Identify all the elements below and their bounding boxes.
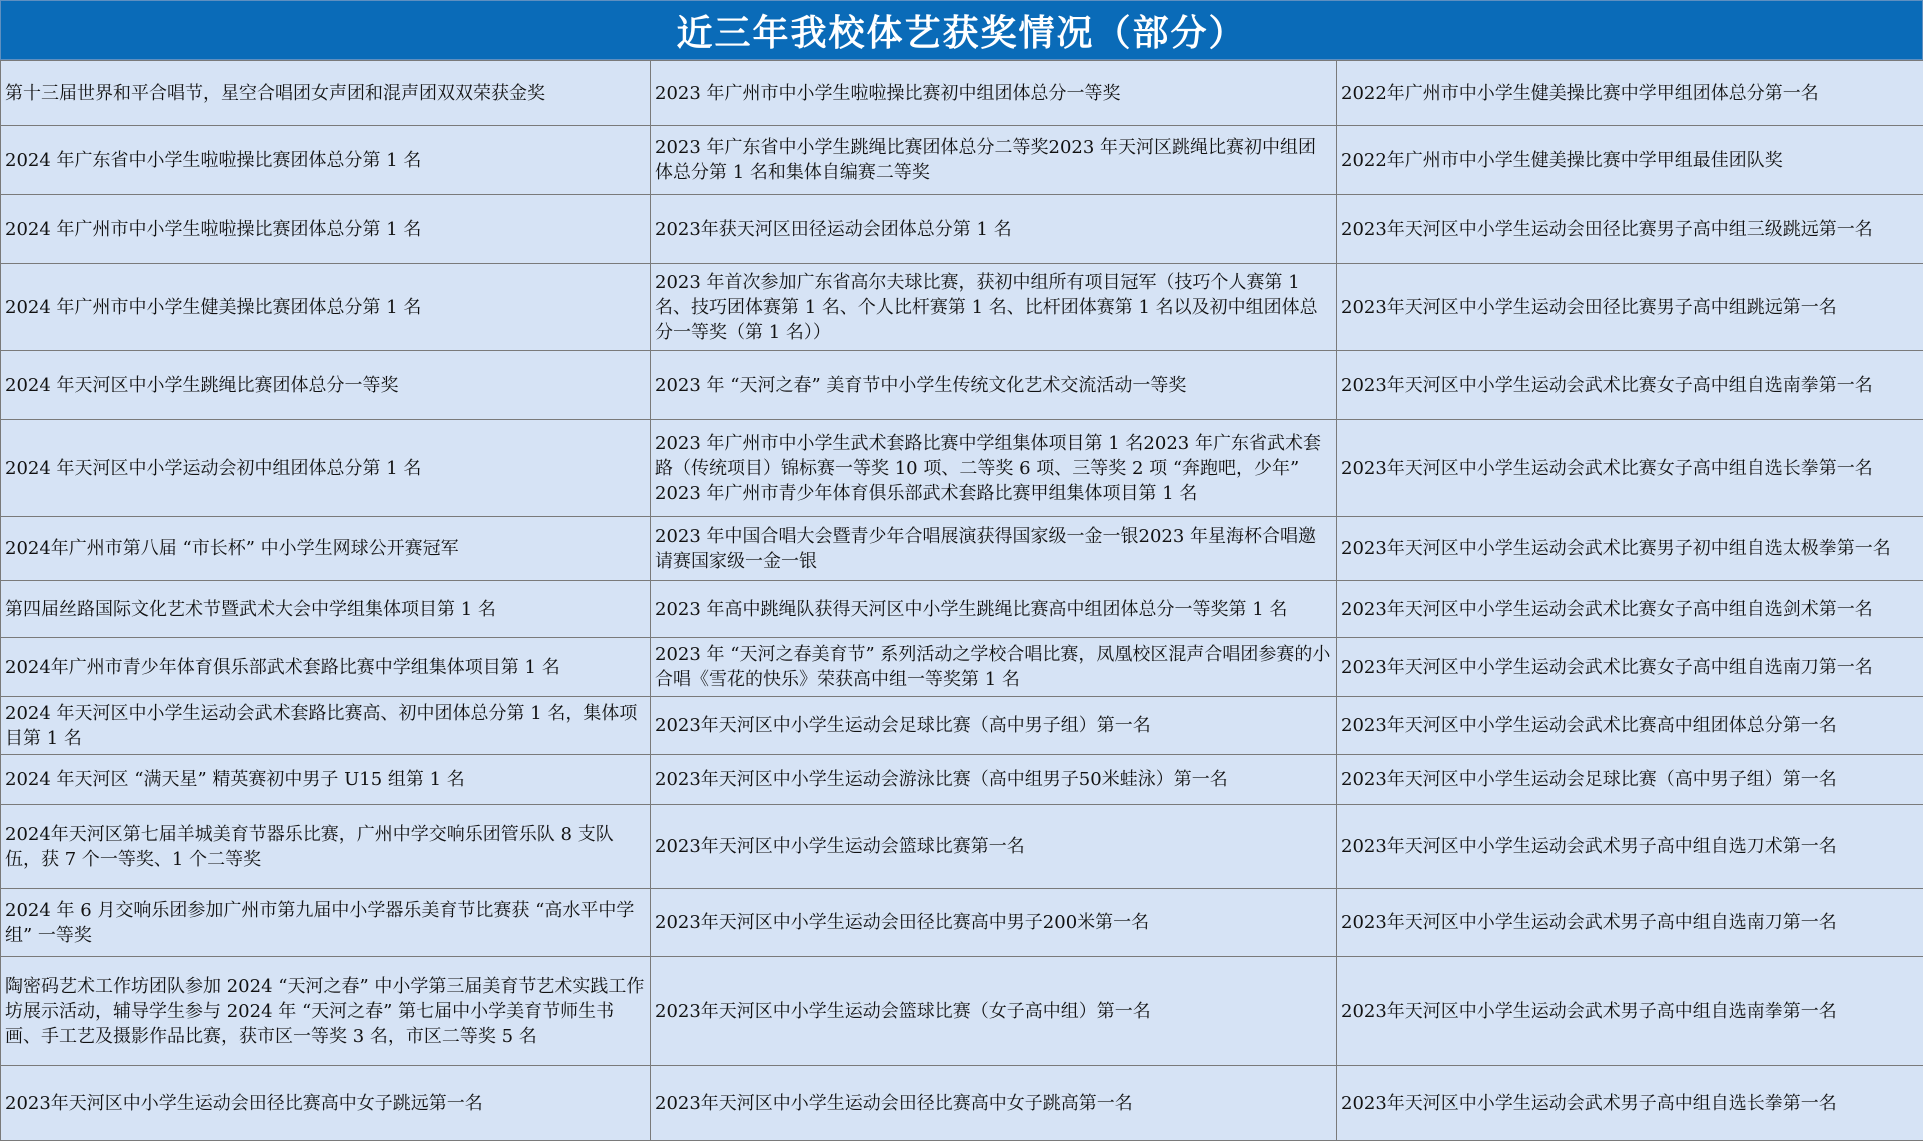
table-row: [1, 697, 1923, 755]
table-cell: 第十三届世界和平合唱节，星空合唱团女声团和混声团双双荣获金奖: [1, 61, 651, 126]
table-cell: 2022年广州市中小学生健美操比赛中学甲组团体总分第一名: [1337, 61, 1923, 126]
table-cell: 2024 年天河区中小学生运动会武术套路比赛高、初中团体总分第 1 名，集体项目第 1 名: [1, 697, 651, 755]
table-cell: 2024 年广东省中小学生啦啦操比赛团体总分第 1 名: [1, 126, 651, 195]
table-cell: 2023年天河区中小学生运动会田径比赛高中男子200米第一名: [651, 889, 1337, 957]
table-row: [1, 351, 1923, 420]
table-cell: 2023年天河区中小学生运动会武术男子高中组自选南刀第一名: [1337, 889, 1923, 957]
table-cell: 2024年广州市青少年体育俱乐部武术套路比赛中学组集体项目第 1 名: [1, 638, 651, 697]
table-cell: 2024年天河区第七届羊城美育节器乐比赛，广州中学交响乐团管乐队 8 支队伍，获 7 个一等奖、1 个二等奖: [1, 805, 651, 889]
table-cell: 2024年广州市第八届 “市长杯” 中小学生网球公开赛冠军: [1, 517, 651, 581]
table-cell: 2023年天河区中小学生运动会游泳比赛（高中组男子50米蛙泳）第一名: [651, 755, 1337, 805]
table-cell: 2023年天河区中小学生运动会足球比赛（高中男子组）第一名: [651, 697, 1337, 755]
table-cell: 2023年获天河区田径运动会团体总分第 1 名: [651, 195, 1337, 264]
table-cell: 2024 年天河区 “满天星” 精英赛初中男子 U15 组第 1 名: [1, 755, 651, 805]
table-cell: 2023 年首次参加广东省高尔夫球比赛，获初中组所有项目冠军（技巧个人赛第 1 名、技巧团体赛第 1 名、个人比杆赛第 1 名、比杆团体赛第 1 名以及初中组团体总分一等奖（第 1 名））: [651, 264, 1337, 351]
table-cell: 2023年天河区中小学生运动会篮球比赛第一名: [651, 805, 1337, 889]
table-cell: 2024 年广州市中小学生啦啦操比赛团体总分第 1 名: [1, 195, 651, 264]
table-cell: 第四届丝路国际文化艺术节暨武术大会中学组集体项目第 1 名: [1, 581, 651, 638]
table-row: [1, 517, 1923, 581]
table-cell: 2023 年广东省中小学生跳绳比赛团体总分二等奖2023 年天河区跳绳比赛初中组团体总分第 1 名和集体自编赛二等奖: [651, 126, 1337, 195]
awards-table: [0, 60, 1923, 1141]
table-cell: 2023 年广州市中小学生武术套路比赛中学组集体项目第 1 名2023 年广东省武术套路（传统项目）锦标赛一等奖 10 项、二等奖 6 项、三等奖 2 项 “奔跑吧，少年” 2023 年广州市青少年体育俱乐部武术套路比赛甲组集体项目第 1 名: [651, 420, 1337, 517]
table-cell: 2024 年广州市中小学生健美操比赛团体总分第 1 名: [1, 264, 651, 351]
table-cell: 2023 年 “天河之春” 美育节中小学生传统文化艺术交流活动一等奖: [651, 351, 1337, 420]
table-cell: 2023年天河区中小学生运动会武术比赛女子高中组自选南拳第一名: [1337, 351, 1923, 420]
table-cell: 陶密码艺术工作坊团队参加 2024 “天河之春” 中小学第三届美育节艺术实践工作坊展示活动，辅导学生参与 2024 年 “天河之春” 第七届中小学美育节师生书画、手工艺及摄影作品比赛，获市区一等奖 3 名，市区二等奖 5 名: [1, 957, 651, 1066]
table-cell: 2023年天河区中小学生运动会武术男子高中组自选刀术第一名: [1337, 805, 1923, 889]
table-cell: 2023 年中国合唱大会暨青少年合唱展演获得国家级一金一银2023 年星海杯合唱邀请赛国家级一金一银: [651, 517, 1337, 581]
table-cell: 2024 年 6 月交响乐团参加广州市第九届中小学器乐美育节比赛获 “高水平中学组” 一等奖: [1, 889, 651, 957]
table-cell: 2023年天河区中小学生运动会武术比赛男子初中组自选太极拳第一名: [1337, 517, 1923, 581]
table-cell: 2023 年广州市中小学生啦啦操比赛初中组团体总分一等奖: [651, 61, 1337, 126]
table-cell: 2024 年天河区中小学运动会初中组团体总分第 1 名: [1, 420, 651, 517]
table-cell: 2023 年 “天河之春美育节” 系列活动之学校合唱比赛，凤凰校区混声合唱团参赛的小合唱《雪花的快乐》荣获高中组一等奖第 1 名: [651, 638, 1337, 697]
table-cell: 2023年天河区中小学生运动会武术男子高中组自选南拳第一名: [1337, 957, 1923, 1066]
table-cell: 2023 年高中跳绳队获得天河区中小学生跳绳比赛高中组团体总分一等奖第 1 名: [651, 581, 1337, 638]
table-row: [1, 420, 1923, 517]
page-title: 近三年我校体艺获奖情况（部分）: [0, 0, 1923, 60]
table-cell: 2023年天河区中小学生运动会田径比赛男子高中组跳远第一名: [1337, 264, 1923, 351]
table-row: [1, 581, 1923, 638]
table-cell: 2023年天河区中小学生运动会武术比赛女子高中组自选长拳第一名: [1337, 420, 1923, 517]
table-row: [1, 889, 1923, 957]
table-row: [1, 805, 1923, 889]
table-row: [1, 957, 1923, 1066]
table-cell: 2023年天河区中小学生运动会武术比赛高中组团体总分第一名: [1337, 697, 1923, 755]
table-cell: 2023年天河区中小学生运动会武术男子高中组自选长拳第一名: [1337, 1066, 1923, 1141]
table-row: [1, 1066, 1923, 1141]
table-cell: 2023年天河区中小学生运动会武术比赛女子高中组自选南刀第一名: [1337, 638, 1923, 697]
table-row: [1, 126, 1923, 195]
table-cell: 2023年天河区中小学生运动会田径比赛高中女子跳高第一名: [651, 1066, 1337, 1141]
table-cell: 2023年天河区中小学生运动会田径比赛男子高中组三级跳远第一名: [1337, 195, 1923, 264]
table-row: [1, 638, 1923, 697]
table-cell: 2023年天河区中小学生运动会田径比赛高中女子跳远第一名: [1, 1066, 651, 1141]
table-row: [1, 195, 1923, 264]
table-cell: 2022年广州市中小学生健美操比赛中学甲组最佳团队奖: [1337, 126, 1923, 195]
table-row: [1, 264, 1923, 351]
table-cell: 2023年天河区中小学生运动会武术比赛女子高中组自选剑术第一名: [1337, 581, 1923, 638]
table-cell: 2023年天河区中小学生运动会篮球比赛（女子高中组）第一名: [651, 957, 1337, 1066]
table-row: [1, 755, 1923, 805]
table-cell: 2023年天河区中小学生运动会足球比赛（高中男子组）第一名: [1337, 755, 1923, 805]
table-row: [1, 61, 1923, 126]
table-cell: 2024 年天河区中小学生跳绳比赛团体总分一等奖: [1, 351, 651, 420]
